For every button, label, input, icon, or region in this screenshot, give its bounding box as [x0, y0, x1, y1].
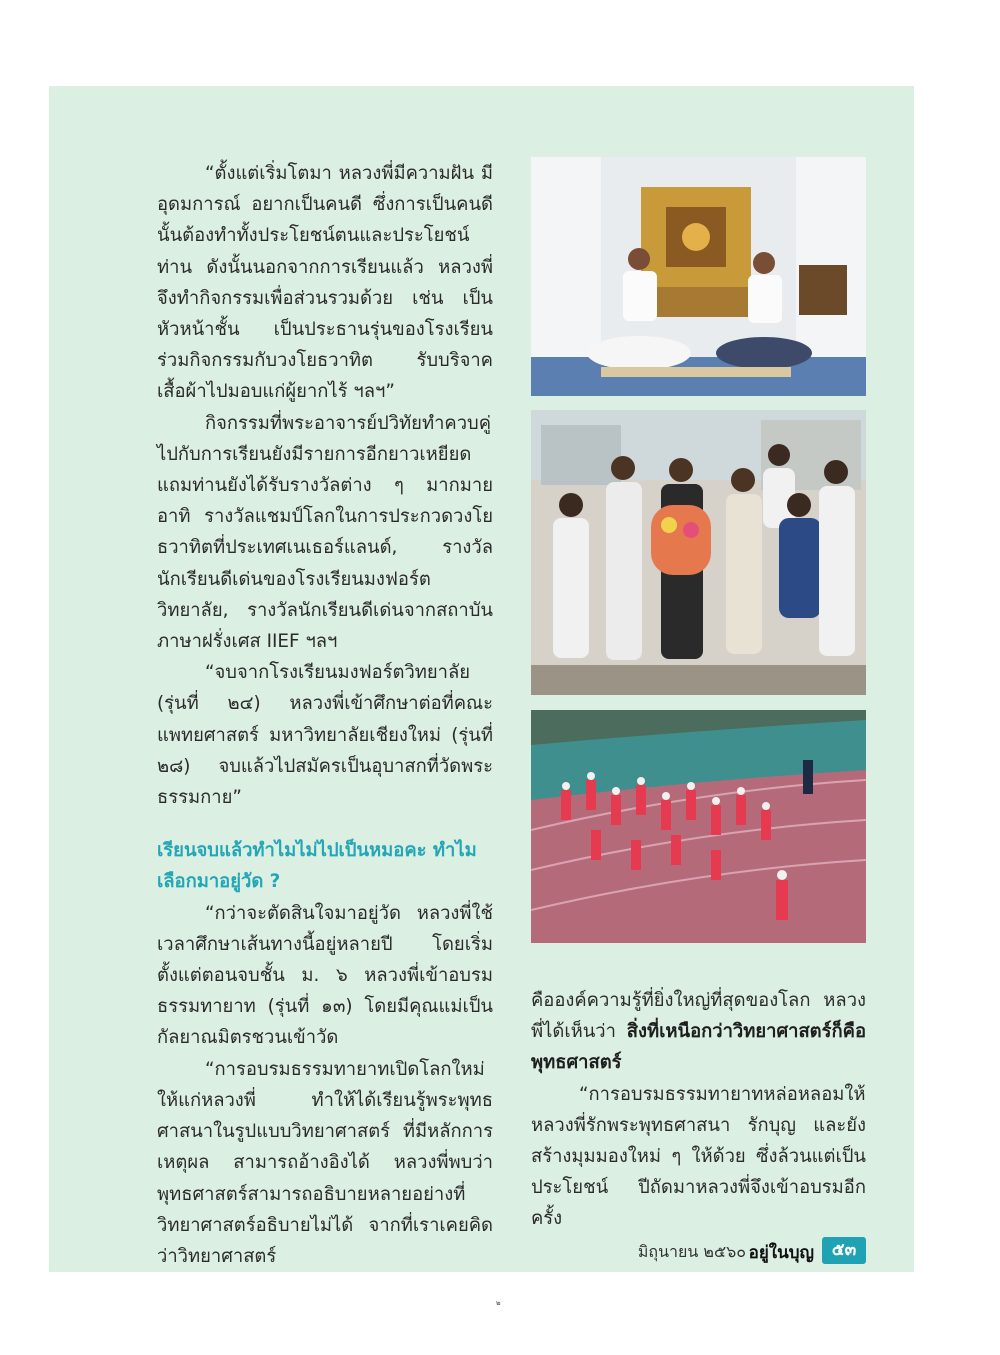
footer-magazine-title: อยู่ในบุญ [748, 1243, 814, 1263]
page-number-badge: ๕๓ [822, 1237, 866, 1264]
photo-marching-band [531, 710, 866, 943]
print-mark: ๒ [496, 1299, 501, 1307]
paragraph-science-buddhism [531, 985, 866, 1079]
paragraph-training: “การอบรมธรรมทายาทเปิดโลกใหม่ให้แก่หลวงพี่ ทำให้ได้เรียนรู้พระพุทธศาสนาในรูปแบบวิทยาศาสตร์ ที่มีหลักการ เหตุผล สามารถอ้างอิงได้ หลวงพี่พบว่า พุทธศาสตร์สามารถอธิบายหลายอย่างที่วิทยาศาสตร์อธิบายไม่ได้ จากที่เราเคยคิดว่าวิทยาศาสตร์ [157, 1058, 493, 1267]
footer-issue-date: มิถุนายน ๒๕๖๐ [637, 1242, 746, 1261]
highlight-buddhism-text: สิ่งที่เหนือกว่าวิทยาศาสตร์ก็คือพุทธศาสตร์ [531, 1021, 866, 1074]
paragraph-education: “จบจากโรงเรียนมงฟอร์ตวิทยาลัย (รุ่นที่ ๒๔) หลวงพี่เข้าศึกษาต่อที่คณะแพทยศาสตร์ มหาวิทยาลัยเชียงใหม่ (รุ่นที่ ๒๘) จบแล้วไปสมัครเป็นอุบาสกที่วัดพระธรรมกาย” [157, 662, 493, 809]
photo-meditation-altar [531, 157, 866, 396]
paragraph-childhood-quote: “ตั้งแต่เริ่มโตมา หลวงพี่มีความฝัน มีอุดมการณ์ อยากเป็นคนดี ซึ่งการเป็นคนดีนั้นต้องทำทั้งประโยชน์ตนและประโยชน์ท่าน ดังนั้นนอกจากการเรียนแล้ว หลวงพี่จึงทำกิจกรรมเพื่อส่วนรวมด้วย เช่น เป็นหัวหน้าชั้น เป็นประธานรุ่นของโรงเรียน ร่วมกิจกรรมกับวงโยธวาทิต รับบริจาคเสื้อผ้าไปมอบแก่ผู้ยากไร้ ฯลฯ” [157, 163, 493, 403]
science-text: คือองค์ความรู้ที่ยิ่งใหญ่ที่สุดของโลก หลวงพี่ได้เห็นว่า [531, 990, 866, 1043]
paragraph-decision: “กว่าจะตัดสินใจมาอยู่วัด หลวงพี่ใช้เวลาศึกษาเส้นทางนี้อยู่หลายปี โดยเริ่มตั้งแต่ตอนจบชั้น ม. ๖ หลวงพี่เข้าอบรมธรรมทายาท (รุ่นที่ ๑๓) โดยมีคุณแม่เป็นกัลยาณมิตรชวนเข้าวัด [157, 902, 493, 1049]
left-text-column [157, 158, 493, 1272]
photo-graduation-group [531, 410, 866, 695]
page-footer [634, 1237, 866, 1265]
section-heading-question: เรียนจบแล้วทำไมไม่ไปเป็นหมอคะ ทำไมเลือกมาอยู่วัด ? [157, 840, 477, 893]
paragraph-activities: กิจกรรมที่พระอาจารย์ปวิทัยทำควบคู่ไปกับการเรียนยังมีรายการอีกยาวเหยียด แถมท่านยังได้รับรางวัลต่าง ๆ มากมาย อาทิ รางวัลแชมป์โลกในการประกวดวงโยธวาทิตที่ประเทศเนเธอร์แลนด์, รางวัลนักเรียนดีเด่นของโรงเรียนมงฟอร์ตวิทยาลัย, รางวัลนักเรียนดีเด่นจากสถาบันภาษาฝรั่งเศส IIEF ฯลฯ [157, 412, 493, 653]
paragraph-training-again: “การอบรมธรรมทายาทหล่อหลอมให้หลวงพี่รักพระพุทธศาสนา รักบุญ และยังสร้างมุมมองใหม่ ๆ ให้ด้วย ซึ่งล้วนแต่เป็นประโยชน์ ปีถัดมาหลวงพี่จึงเข้าอบรมอีกครั้ง [531, 1083, 866, 1230]
right-text-column [531, 985, 866, 1235]
